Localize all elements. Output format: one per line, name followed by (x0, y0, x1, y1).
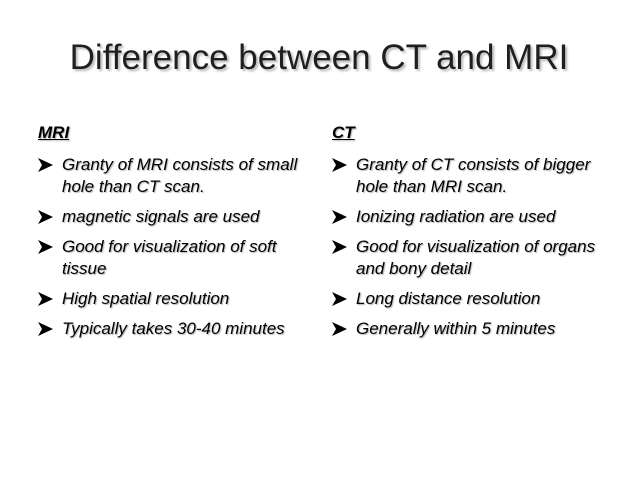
arrowhead-bullet-icon (38, 158, 53, 172)
ct-column (332, 122, 622, 348)
list-item: Typically takes 30-40 minutes (38, 318, 300, 340)
arrowhead-bullet-icon (332, 322, 347, 336)
mri-column (38, 122, 300, 348)
arrowhead-bullet-icon (332, 158, 347, 172)
list-item: Good for visualization of soft tissue (38, 236, 300, 280)
arrowhead-bullet-icon (38, 292, 53, 306)
list-item: Generally within 5 minutes (332, 318, 622, 340)
arrowhead-bullet-icon (332, 210, 347, 224)
arrowhead-bullet-icon (38, 210, 53, 224)
list-item: Granty of MRI consists of small hole than CT scan. (38, 154, 300, 198)
list-item: Ionizing radiation are used (332, 206, 622, 228)
ct-heading: CT (332, 123, 355, 142)
list-item: magnetic signals are used (38, 206, 300, 228)
arrowhead-bullet-icon (332, 292, 347, 306)
ct-bullet-list (332, 154, 622, 340)
slide-title: Difference between CT and MRI (69, 38, 569, 77)
list-item: Granty of CT consists of bigger hole than MRI scan. (332, 154, 622, 198)
list-item: Long distance resolution (332, 288, 622, 310)
arrowhead-bullet-icon (38, 322, 53, 336)
mri-heading: MRI (38, 123, 70, 142)
list-item: High spatial resolution (38, 288, 300, 310)
mri-bullet-list (38, 154, 300, 340)
list-item: Good for visualization of organs and bony detail (332, 236, 622, 280)
arrowhead-bullet-icon (38, 240, 53, 254)
arrowhead-bullet-icon (332, 240, 347, 254)
